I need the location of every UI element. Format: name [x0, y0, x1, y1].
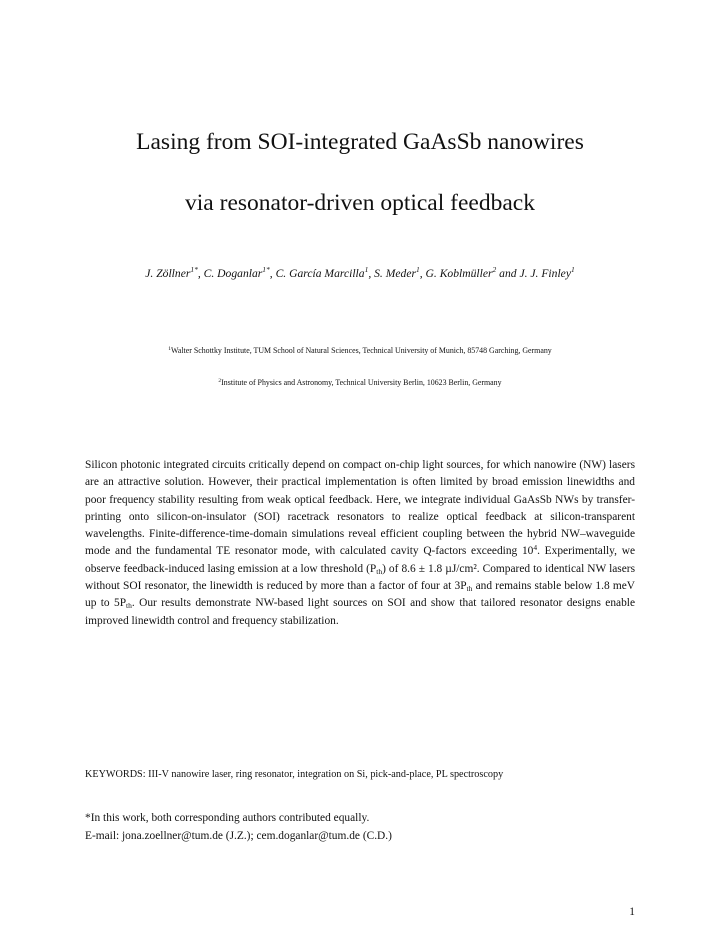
affiliation-2	[0, 377, 720, 390]
author-affiliation-mark: 1	[364, 265, 369, 274]
author-name: C. Doganlar	[203, 267, 263, 280]
abstract-subscript: th	[376, 566, 383, 576]
author-affiliation-mark: 2	[492, 265, 497, 274]
author-list	[0, 266, 720, 283]
abstract-subscript: th	[466, 584, 473, 594]
author-name: S. Meder	[374, 267, 416, 280]
affiliation-text: Institute of Physics and Astronomy, Technical University Berlin, 10623 Berlin, Germany	[221, 378, 502, 387]
abstract	[85, 457, 635, 630]
paper-title-line-1: Lasing from SOI-integrated GaAsSb nanowires	[136, 129, 584, 155]
affiliation-mark: 1	[168, 346, 172, 352]
author-separator: and	[496, 267, 520, 280]
author-name: C. García Marcilla	[275, 267, 365, 280]
author-separator: ,	[197, 267, 204, 280]
author-name: J. J. Finley	[519, 267, 571, 280]
equal-contribution-note: *In this work, both corresponding authors contributed equally.	[85, 812, 370, 824]
author-affiliation-mark: 1	[415, 265, 420, 274]
abstract-text: . Experimentally, we observe feedback-induced lasing emission at a low threshold (P	[85, 545, 635, 575]
author-separator: ,	[419, 267, 426, 280]
author-affiliation-mark: 1	[570, 265, 575, 274]
abstract-text: and remains stable below 1.8 meV up to 5P	[85, 580, 635, 610]
abstract-text: . Our results demonstrate NW-based light sources on SOI and show that tailored resonator designs enable improved linewidth control and frequency stabilization.	[85, 597, 635, 627]
author-separator: ,	[269, 267, 276, 280]
affiliation-mark: 2	[218, 378, 222, 384]
author-separator: ,	[368, 267, 375, 280]
paper-title-line-2: via resonator-driven optical feedback	[185, 190, 535, 216]
abstract-superscript: 4	[533, 543, 538, 553]
affiliation-text: Walter Schottky Institute, TUM School of Natural Sciences, Technical University of Munich, 85748 Garching, Germany	[171, 346, 552, 355]
author-name: J. Zöllner	[145, 267, 191, 280]
contact-email: E-mail: jona.zoellner@tum.de (J.Z.); cem.doganlar@tum.de (C.D.)	[85, 830, 392, 842]
affiliation-1	[0, 345, 720, 358]
abstract-subscript: th	[126, 601, 132, 611]
author-affiliation-mark: 1*	[262, 265, 270, 274]
page-number: 1	[629, 906, 635, 918]
abstract-text: Silicon photonic integrated circuits critically depend on compact on-chip light sources, for which nanowire (NW) lasers are an attractive solution. However, their practical implementation is often limited by broad emission linewidths and poor frequency stability resulting from weak optical feedback. Here, we integrate individual GaAsSb NWs by transfer-printing onto silicon-on-insulator (SOI) racetrack resonators to realize optical feedback at silicon-transparent wavelengths. Finite-difference-time-domain simulations reveal efficient coupling between the hybrid NW–waveguide mode and the fundamental TE resonator mode, with calculated cavity Q-factors exceeding 10	[85, 459, 635, 558]
abstract-text: ) of 8.6 ± 1.8 µJ/cm². Compared to identical NW lasers without SOI resonator, the linewidth is reduced by more than a factor of four at 3P	[85, 562, 636, 593]
author-affiliation-mark: 1*	[190, 265, 198, 274]
keywords: KEYWORDS: III-V nanowire laser, ring resonator, integration on Si, pick-and-place, PL spectroscopy	[85, 769, 504, 780]
author-name: G. Koblmüller	[425, 267, 493, 280]
